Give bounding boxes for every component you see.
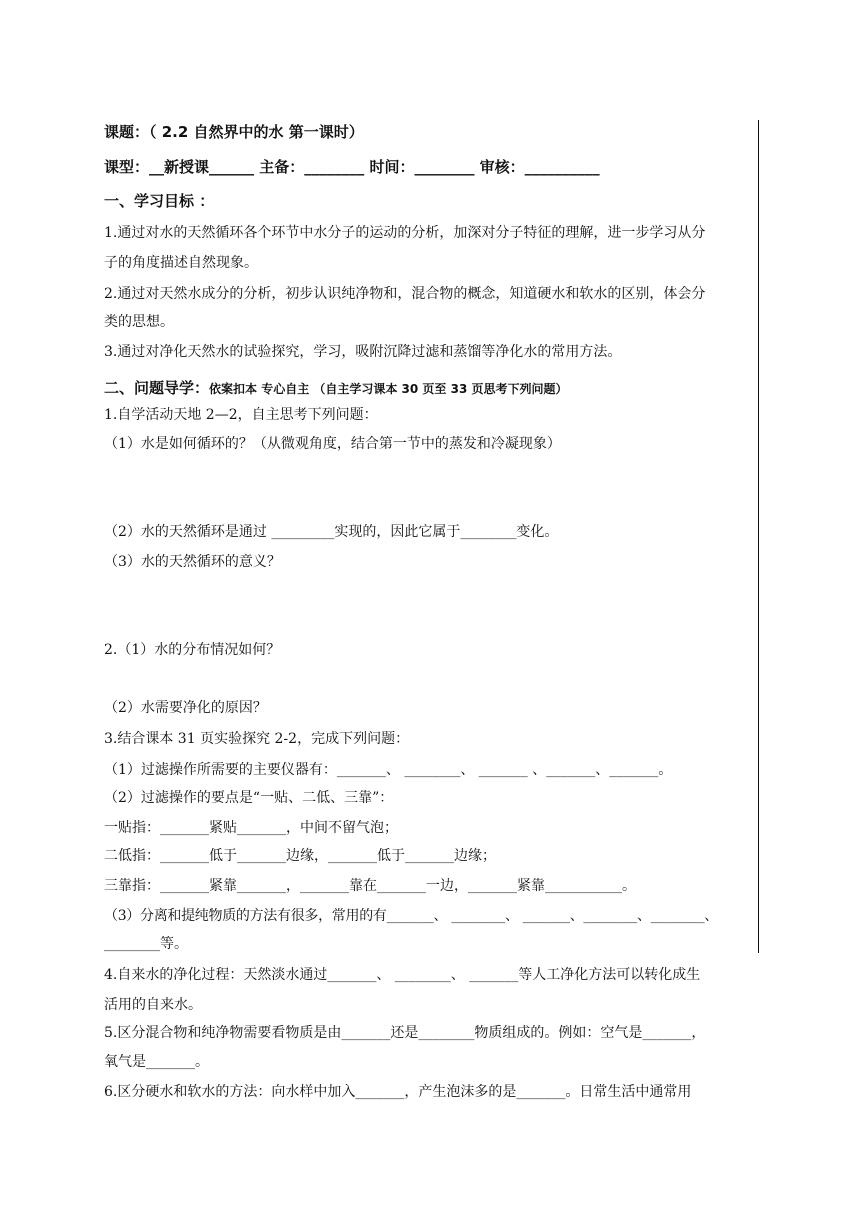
goal-line: 2.通过对天然水成分的分析，初步认识纯净物和，混合物的概念，知道硬水和软水的区别，体会分 — [104, 286, 706, 302]
question-line: （3）水的天然循环的意义？ — [104, 554, 281, 570]
question-line: 二低指：_______低于_______边缘，_______低于_______边缘； — [104, 848, 496, 864]
lesson-title: 课题：（ 2.2 自然界中的水 第一课时） — [104, 123, 364, 141]
section-heading-questions-row — [104, 378, 567, 399]
goal-line: 类的思想。 — [104, 314, 174, 330]
section-heading-questions: 二、问题导学： — [104, 379, 210, 397]
section-heading-goals: 一、学习目标 ： — [104, 192, 215, 210]
question-line: 4.自来水的净化过程：天然淡水通过_______、 ________、 _______等人工净化方法可以转化成生 — [104, 967, 701, 983]
question-line: 2.（1）水的分布情况如何？ — [104, 642, 281, 658]
question-line: 一贴指：_______紧贴_______，中间不留气泡； — [104, 820, 398, 836]
question-line: 三靠指：_______紧靠_______，_______靠在_______一边，_______紧靠___________。 — [104, 878, 636, 894]
question-line: （2）水的天然循环是通过 _________实现的，因此它属于________变化。 — [104, 524, 559, 540]
goal-line: 3.通过对净化天然水的试验探究，学习，吸附沉降过滤和蒸馏等净化水的常用方法。 — [104, 344, 622, 360]
question-line: （2）过滤操作的要点是“一贴、二低、三靠”： — [104, 790, 394, 806]
question-line: （1）水是如何循环的？（从微观角度，结合第一节中的蒸发和冷凝现象） — [104, 436, 561, 452]
question-line: （1）过滤操作所需要的主要仪器有：_______、 ________、 _______ 、_______、_______。 — [104, 762, 673, 778]
question-line: 1.自学活动天地 2—2，自主思考下列问题： — [104, 407, 378, 423]
question-line: 5.区分混合物和纯净物需要看物质是由_______还是________物质组成的。例如：空气是_______， — [104, 1025, 706, 1041]
lesson-meta: 课型：__新授课______ 主备：________ 时间：________ 审核：__________ — [104, 158, 600, 176]
question-line: 6.区分硬水和软水的方法：向水样中加入_______，产生泡沫多的是_______。日常生活中通常用 — [104, 1084, 692, 1100]
right-margin-rule — [758, 120, 759, 953]
goal-line: 1.通过对水的天然循环各个环节中水分子的运动的分析，加深对分子特征的理解，进一步学习从分 — [104, 225, 706, 241]
question-line: ________等。 — [104, 936, 188, 952]
question-line: 3.结合课本 31 页实验探究 2-2，完成下列问题： — [104, 731, 410, 747]
question-line: 氧气是_______。 — [104, 1054, 209, 1070]
question-line: （2）水需要净化的原因？ — [104, 700, 267, 716]
section-subheading: 依案扣本 专心自主 （自主学习课本 30 页至 33 页思考下列问题） — [209, 382, 568, 396]
question-line: 活用的自来水。 — [104, 997, 202, 1013]
question-line: （3）分离和提纯物质的方法有很多，常用的有_______、 ________、 _______、________、________、 — [104, 908, 719, 924]
goal-line: 子的角度描述自然现象。 — [104, 255, 258, 271]
